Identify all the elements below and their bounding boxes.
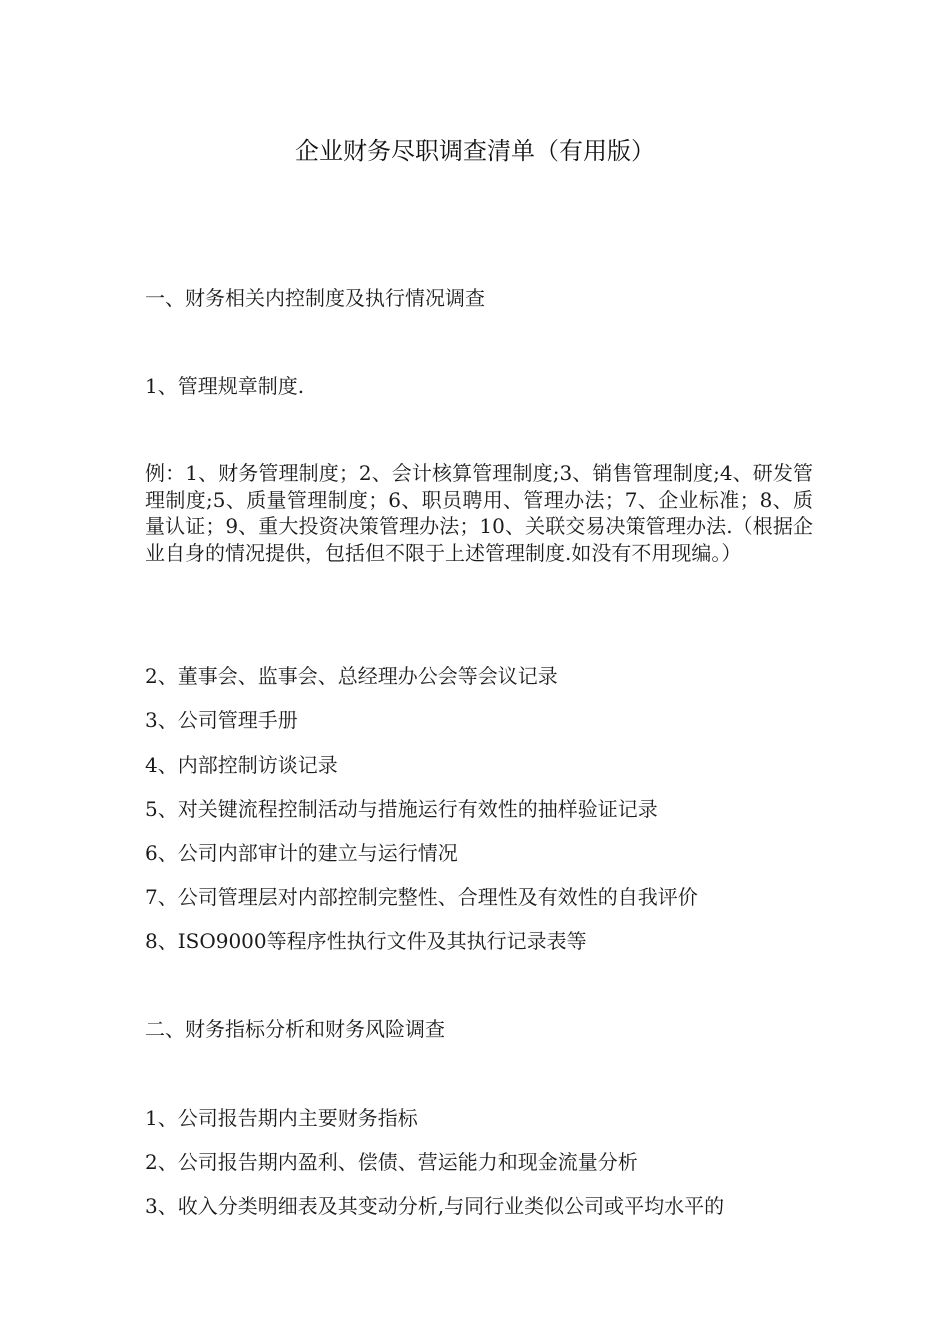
section-1-item-7: 7、公司管理层对内部控制完整性、合理性及有效性的自我评价: [145, 885, 698, 909]
section-1-item-4: 4、内部控制访谈记录: [145, 753, 338, 777]
section-1-item-5: 5、对关键流程控制活动与措施运行有效性的抽样验证记录: [145, 797, 658, 821]
section-2-item-1: 1、公司报告期内主要财务指标: [145, 1106, 418, 1130]
section-2-item-2: 2、公司报告期内盈利、偿债、营运能力和现金流量分析: [145, 1150, 638, 1174]
section-2-item-3: 3、收入分类明细表及其变动分析,与同行业类似公司或平均水平的: [145, 1194, 725, 1218]
section-1-item-1: 1、管理规章制度.: [145, 374, 305, 398]
section-1-item-2: 2、董事会、监事会、总经理办公会等会议记录: [145, 664, 558, 688]
section-1-example-paragraph: 例：1、财务管理制度；2、会计核算管理制度;3、销售管理制度;4、研发管理制度;5、质量管理制度；6、职员聘用、管理办法；7、企业标准；8、质量认证；9、重大投资决策管理办法；10、关联交易决策管理办法.（根据企业自身的情况提供，包括但不限于上述管理制度.如没有不用现编。）: [145, 461, 813, 565]
section-1-heading: 一、财务相关内控制度及执行情况调查: [145, 286, 485, 310]
document-title: 企业财务尽职调查清单（有用版）: [295, 137, 655, 165]
section-1-item-3: 3、公司管理手册: [145, 708, 298, 732]
section-1-item-8: 8、ISO9000等程序性执行文件及其执行记录表等: [145, 929, 587, 953]
section-2-heading: 二、财务指标分析和财务风险调查: [145, 1017, 445, 1041]
section-1-item-6: 6、公司内部审计的建立与运行情况: [145, 841, 458, 865]
